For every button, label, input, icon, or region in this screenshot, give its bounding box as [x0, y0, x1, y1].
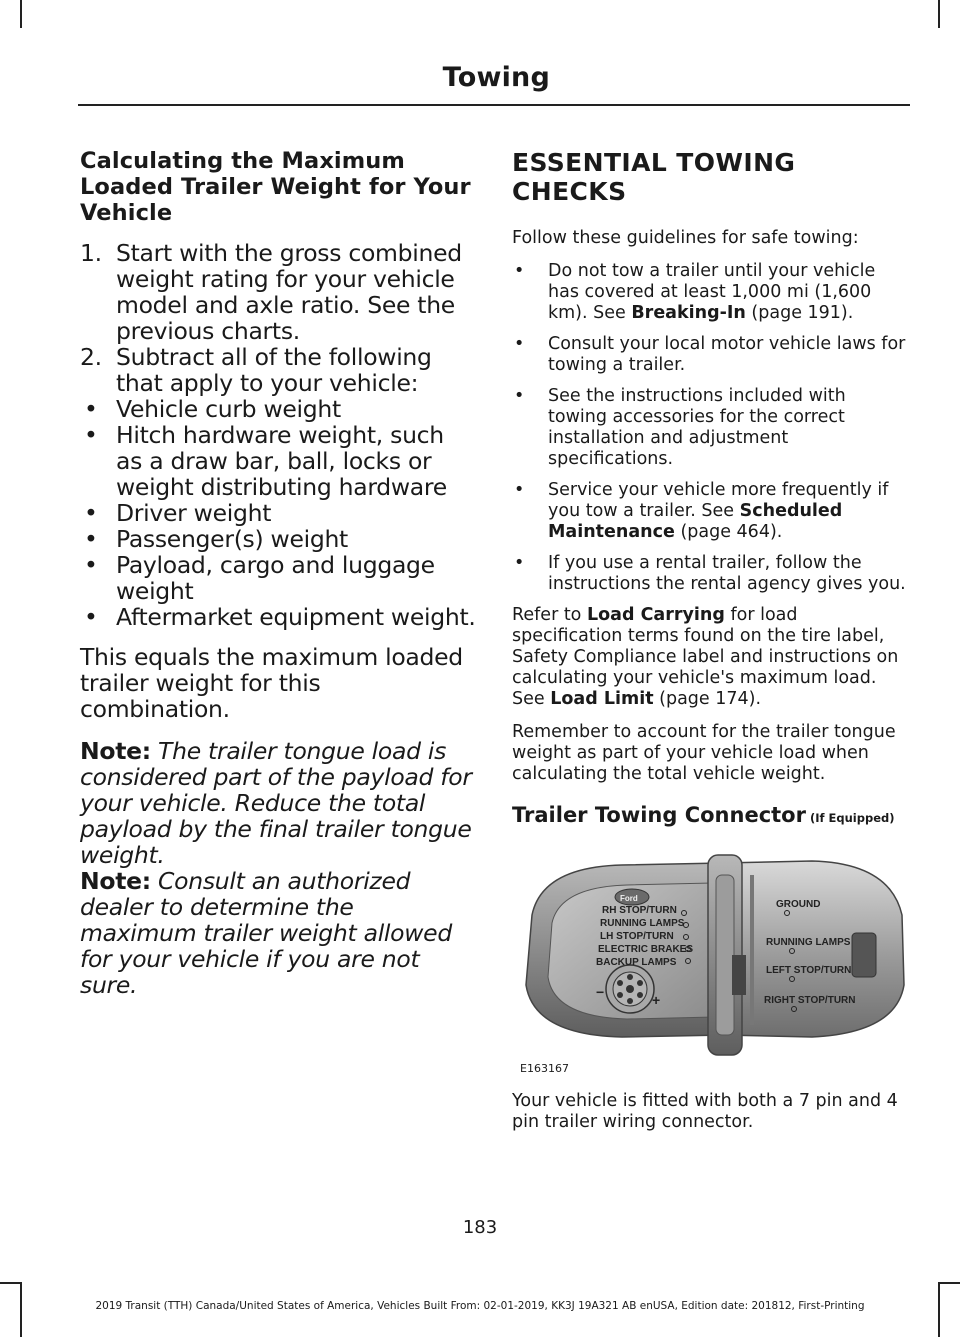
bullet-item [512, 386, 908, 470]
page-number: 183 [462, 1217, 498, 1238]
note-label: Note: [80, 867, 151, 895]
svg-text:BACKUP LAMPS: BACKUP LAMPS [596, 957, 677, 968]
numbered-item [80, 344, 476, 396]
bullet-icon: • [84, 499, 98, 527]
bullet-item [80, 552, 476, 604]
body-paragraph: Remember to account for the trailer tongue weight as part of your vehicle load when calculating the total vehicle weight. [512, 722, 896, 784]
bullet-icon: • [514, 386, 525, 406]
bullet-icon: • [84, 395, 98, 423]
note-label: Note: [80, 737, 151, 765]
section-heading: ESSENTIAL TOWING CHECKS [512, 148, 796, 206]
svg-text:LH STOP/TURN: LH STOP/TURN [600, 931, 674, 942]
bullet-text: If you use a rental trailer, follow the instructions the rental agency gives you. [548, 553, 906, 594]
trailer-connector-figure [512, 845, 908, 1075]
svg-text:Ford: Ford [620, 894, 638, 903]
seven-pin-socket-icon [606, 965, 654, 1013]
bullet-item [80, 422, 476, 500]
item-number: 2. [80, 343, 102, 371]
bullet-icon: • [514, 553, 525, 573]
svg-text:+: + [652, 992, 661, 1008]
body-paragraph: Refer to Load Carrying for load specification terms found on the tire label, Safety Compliance label and instructions on calculating your vehicle's maximum load. See Load Limit (page 174). [512, 605, 899, 709]
bullet-icon: • [514, 334, 525, 354]
body-paragraph: Your vehicle is fitted with both a 7 pin and 4 pin trailer wiring connector. [512, 1091, 898, 1132]
numbered-item [80, 240, 476, 344]
svg-text:−: − [596, 984, 605, 1000]
bullet-item [512, 480, 908, 543]
bullet-text: Consult your local motor vehicle laws for towing a trailer. [548, 334, 906, 375]
page-footer: 2019 Transit (TTH) Canada/United States of America, Vehicles Built From: 02-01-2019, KK3J 19A321 AB enUSA, Edition date: 201812, First-Printing [95, 1300, 865, 1312]
trailer-connector-illustration [512, 845, 908, 1060]
bullet-icon: • [84, 525, 98, 553]
bullet-text: Driver weight [116, 499, 272, 527]
bullet-icon: • [514, 261, 525, 281]
svg-text:RUNNING LAMPS: RUNNING LAMPS [766, 937, 851, 948]
bullet-text: Do not tow a trailer until your vehicle has covered at least 1,000 mi (1,600 km). See Breaking-In (page 191). [548, 261, 876, 323]
svg-text:ELECTRIC BRAKES: ELECTRIC BRAKES [598, 944, 694, 955]
note-text: The trailer tongue load is considered part of the payload for your vehicle. Reduce the total payload by the final trailer tongue weight. [80, 737, 472, 869]
bullet-icon: • [84, 421, 98, 449]
svg-text:LEFT STOP/TURN: LEFT STOP/TURN [766, 965, 852, 976]
bullet-text: See the instructions included with towing accessories for the correct installation and adjustment specifications. [548, 386, 846, 469]
item-text: Subtract all of the following that apply to your vehicle: [116, 343, 432, 397]
intro-paragraph: Follow these guidelines for safe towing: [512, 228, 859, 248]
bullet-item [512, 261, 908, 324]
right-column [512, 148, 908, 1145]
section-heading: Calculating the Maximum Loaded Trailer Weight for Your Vehicle [80, 148, 471, 226]
crop-mark-bottom-right [938, 1282, 960, 1284]
bullet-icon: • [84, 603, 98, 631]
svg-text:RH STOP/TURN: RH STOP/TURN [602, 905, 677, 916]
page-section-title: Towing [442, 62, 550, 93]
cross-reference-link[interactable]: Load Limit [550, 689, 654, 709]
bullet-text: Aftermarket equipment weight. [116, 603, 476, 631]
note-paragraph [80, 868, 476, 998]
cross-reference-link[interactable]: Scheduled Maintenance [548, 501, 843, 542]
item-number: 1. [80, 239, 102, 267]
bullet-text: Vehicle curb weight [116, 395, 341, 423]
cross-reference-link[interactable]: Breaking-In [631, 303, 746, 323]
note-paragraph [80, 738, 476, 868]
bullet-item [80, 500, 476, 526]
crop-mark-top-right [938, 0, 940, 28]
bullet-icon: • [514, 480, 525, 500]
header-rule [78, 104, 910, 106]
result-paragraph: This equals the maximum loaded trailer weight for this combination. [80, 643, 463, 723]
bullet-text: Hitch hardware weight, such as a draw bar, ball, locks or weight distributing hardware [116, 421, 447, 501]
figure-code: E163167 [520, 1062, 569, 1075]
note-text: Consult an authorized dealer to determine the maximum trailer weight allowed for your vehicle if you are not sure. [80, 867, 452, 999]
bullet-text: Passenger(s) weight [116, 525, 348, 553]
cross-reference-link[interactable]: Load Carrying [586, 605, 725, 625]
bullet-item [512, 334, 908, 376]
bullet-item [512, 553, 908, 595]
bullet-item [80, 526, 476, 552]
crop-mark-top-left [20, 0, 22, 28]
bullet-text: Service your vehicle more frequently if you tow a trailer. See Scheduled Maintenance (page 464). [548, 480, 889, 542]
bullet-item [80, 396, 476, 422]
svg-text:RUNNING LAMPS: RUNNING LAMPS [600, 918, 685, 929]
bullet-item [80, 604, 476, 630]
item-text: Start with the gross combined weight rating for your vehicle model and axle ratio. See the previous charts. [116, 239, 462, 345]
subsection-heading: Trailer Towing Connector (If Equipped) [512, 803, 895, 827]
svg-text:RIGHT STOP/TURN: RIGHT STOP/TURN [764, 995, 856, 1006]
bullet-icon: • [84, 551, 98, 579]
bullet-text: Payload, cargo and luggage weight [116, 551, 435, 605]
crop-mark-bottom-left [0, 1282, 22, 1284]
left-column [80, 148, 476, 998]
svg-text:GROUND: GROUND [776, 899, 821, 910]
